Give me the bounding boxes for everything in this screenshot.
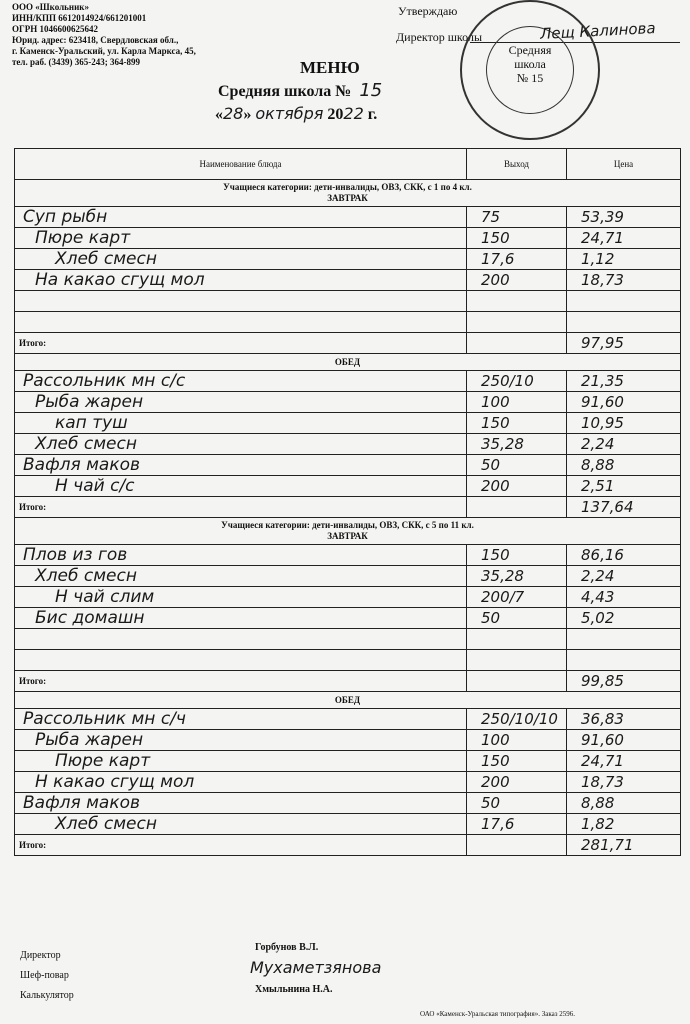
school-stamp [460,0,600,140]
dish-output [467,650,567,671]
dish-name: Н чай с/с [15,476,467,497]
dish-output: 17,6 [467,814,567,835]
category-row [15,518,681,545]
dish-row [15,566,681,587]
approve-director-label: Директор школы [396,30,483,44]
dish-output: 250/10 [467,371,567,392]
dish-name: Н какао сгущ мол [15,772,467,793]
dish-name: Хлеб смесн [15,249,467,270]
dish-row [15,434,681,455]
dish-price: 8,88 [567,455,681,476]
dish-row [15,730,681,751]
dish-name: Рассольник мн с/ч [15,709,467,730]
org-address-1: Юрид. адрес: 623418, Свердловская обл., [12,35,179,45]
dish-price: 8,88 [567,793,681,814]
dish-price: 24,71 [567,751,681,772]
dish-row [15,207,681,228]
dish-price: 1,12 [567,249,681,270]
category-text: Учащиеся категории: дети-инвалиды, ОВЗ, СКК, с 1 по 4 кл. [223,182,472,192]
stamp-line-1: Средняя [508,43,552,57]
dish-name: Пюре карт [15,751,467,772]
total-row [15,497,681,518]
meal-label: ЗАВТРАК [327,193,368,203]
dish-name [15,312,467,333]
footer-calc-name: Хмыльнина Н.А. [255,984,333,995]
date-line: «28» октября 2022 г. [215,104,378,123]
dish-price [567,650,681,671]
dish-output: 150 [467,751,567,772]
dish-output: 200/7 [467,587,567,608]
dish-output: 17,6 [467,249,567,270]
org-phone: тел. раб. (3439) 365-243; 364-899 [12,57,140,67]
meal-row [15,692,681,709]
dish-output: 150 [467,413,567,434]
stamp-line-3: № 15 [516,71,544,85]
dish-name [15,291,467,312]
dish-row [15,312,681,333]
dish-output [467,312,567,333]
dish-name: Бис домашн [15,608,467,629]
dish-row [15,249,681,270]
dish-name: Рыба жарен [15,392,467,413]
dish-row [15,228,681,249]
dish-output: 50 [467,455,567,476]
dish-output [467,629,567,650]
dish-price: 5,02 [567,608,681,629]
footer-director-label: Директор [20,950,61,961]
dish-price: 18,73 [567,270,681,291]
dish-price: 86,16 [567,545,681,566]
date-month: октября [255,104,324,123]
dish-row [15,413,681,434]
menu-table-header [15,149,681,180]
total-label: Итого: [15,671,467,692]
org-inn: ИНН/КПП 6612014924/661201001 [12,13,147,23]
total-output [467,497,567,518]
dish-name: Рыба жарен [15,730,467,751]
dish-price: 91,60 [567,392,681,413]
total-output [467,835,567,856]
dish-price: 4,43 [567,587,681,608]
dish-name: Плов из гов [15,545,467,566]
total-output [467,671,567,692]
meal-label: ЗАВТРАК [327,531,368,541]
org-ogrn: ОГРН 1046600625642 [12,24,98,34]
printer-note: ОАО «Каменск-Уральская типография». Заказ 2596. [420,1010,576,1018]
total-label: Итого: [15,497,467,518]
dish-row [15,392,681,413]
total-row [15,671,681,692]
stamp-line-2: школа [514,57,546,71]
dish-price [567,312,681,333]
dish-row [15,291,681,312]
date-year-prefix: 20 [327,106,344,123]
dish-name: Вафля маков [15,793,467,814]
org-address-2: г. Каменск-Уральский, ул. Карла Маркса, 45, [12,46,196,56]
dish-row [15,270,681,291]
dish-price: 2,24 [567,434,681,455]
dish-output: 75 [467,207,567,228]
dish-price: 18,73 [567,772,681,793]
total-price: 281,71 [567,835,681,856]
dish-price [567,291,681,312]
meal-label: ОБЕД [15,692,681,709]
menu-table-body [15,180,681,856]
dish-output: 200 [467,270,567,291]
school-number: 15 [359,80,383,101]
dish-name: Суп рыбн [15,207,467,228]
total-label: Итого: [15,333,467,354]
dish-name: Пюре карт [15,228,467,249]
meal-row [15,354,681,371]
dish-output [467,291,567,312]
dish-row [15,455,681,476]
total-row [15,835,681,856]
footer-chef-label: Шеф-повар [20,970,69,981]
dish-name: кап туш [15,413,467,434]
footer-calc-label: Калькулятор [20,990,74,1001]
col-price-header: Цена [567,149,681,180]
dish-price: 1,82 [567,814,681,835]
dish-row [15,814,681,835]
dish-name: На какао сгущ мол [15,270,467,291]
total-row [15,333,681,354]
dish-output: 250/10/10 [467,709,567,730]
dish-row [15,587,681,608]
dish-output: 150 [467,228,567,249]
dish-price: 36,83 [567,709,681,730]
col-name-header: Наименование блюда [15,149,467,180]
dish-price: 24,71 [567,228,681,249]
school-line [218,80,382,101]
dish-price: 91,60 [567,730,681,751]
category-label [15,518,681,545]
dish-name: Вафля маков [15,455,467,476]
dish-price: 2,24 [567,566,681,587]
dish-name: Н чай слим [15,587,467,608]
dish-price: 2,51 [567,476,681,497]
category-label [15,180,681,207]
page-title: МЕНЮ [300,58,360,77]
dish-output: 100 [467,730,567,751]
menu-table [14,148,681,856]
approve-label: Утверждаю [398,4,458,18]
dish-name: Рассольник мн с/с [15,371,467,392]
dish-price: 10,95 [567,413,681,434]
dish-name: Хлеб смесн [15,566,467,587]
approve-signature: Лещ Калинова [539,18,657,44]
total-price: 137,64 [567,497,681,518]
dish-row [15,772,681,793]
dish-name [15,650,467,671]
dish-row [15,371,681,392]
dish-row [15,709,681,730]
dish-output: 35,28 [467,434,567,455]
total-label: Итого: [15,835,467,856]
dish-row [15,793,681,814]
total-output [467,333,567,354]
dish-price: 21,35 [567,371,681,392]
dish-output: 200 [467,476,567,497]
dish-output: 100 [467,392,567,413]
dish-row [15,751,681,772]
dish-output: 35,28 [467,566,567,587]
dish-price: 53,39 [567,207,681,228]
total-price: 99,85 [567,671,681,692]
footer-director-name: Горбунов В.Л. [255,942,319,953]
dish-name [15,629,467,650]
dish-output: 50 [467,608,567,629]
total-price: 97,95 [567,333,681,354]
category-row [15,180,681,207]
school-prefix: Средняя школа № [218,83,352,100]
footer-chef-signature: Мухаметзянова [250,958,382,977]
meal-label: ОБЕД [15,354,681,371]
date-year-suffix: 22 [343,104,364,123]
category-text: Учащиеся категории: дети-инвалиды, ОВЗ, СКК, с 5 по 11 кл. [221,520,474,530]
dish-name: Хлеб смесн [15,814,467,835]
dish-row [15,476,681,497]
dish-row [15,608,681,629]
dish-output: 200 [467,772,567,793]
org-name: ООО «Школьник» [12,2,89,12]
org-block [12,2,196,68]
col-output-header: Выход [467,149,567,180]
dish-row [15,629,681,650]
dish-row [15,545,681,566]
dish-output: 50 [467,793,567,814]
dish-name: Хлеб смесн [15,434,467,455]
dish-output: 150 [467,545,567,566]
date-year-end: г. [367,106,378,123]
dish-price [567,629,681,650]
date-day: 28 [223,104,244,123]
dish-row [15,650,681,671]
